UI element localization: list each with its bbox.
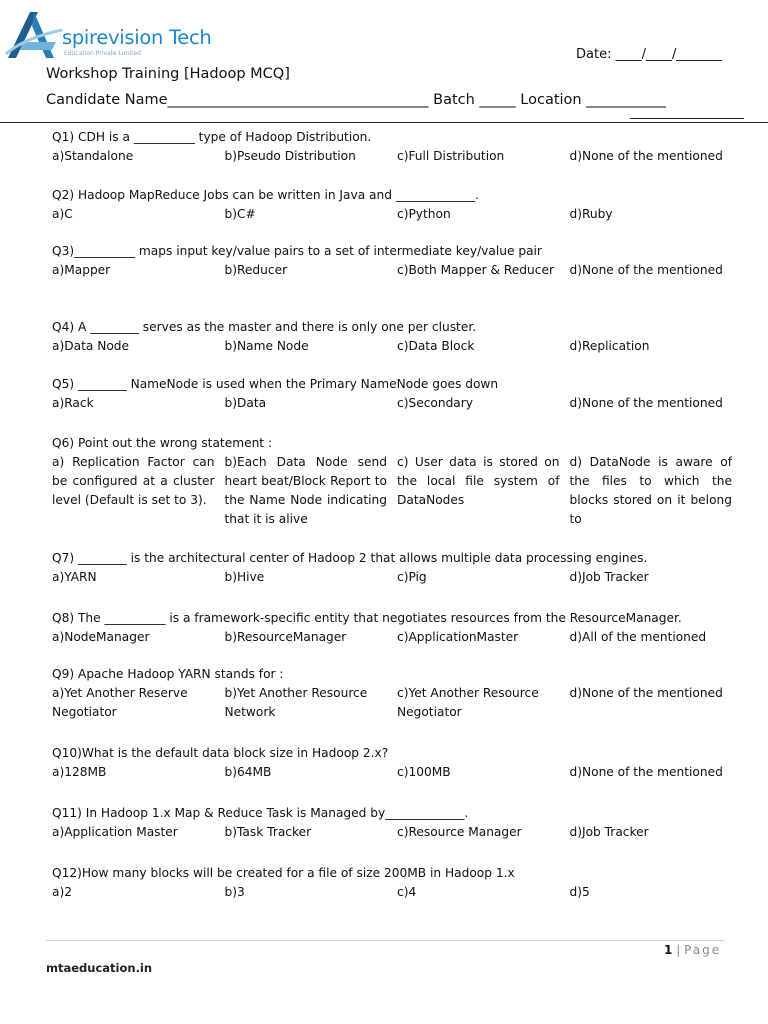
option-d: d)Replication: [569, 339, 650, 353]
option-c: c)100MB: [397, 765, 451, 779]
option-b: b)ResourceManager: [224, 630, 347, 644]
option-c: c)Python: [397, 207, 451, 221]
option-b: b)Task Tracker: [224, 825, 312, 839]
logo-icon: [4, 4, 64, 66]
option-d: d)None of the mentioned: [569, 765, 723, 779]
option-b: b)Reducer: [224, 263, 288, 277]
page-number: [664, 943, 721, 957]
question-text: Q8) The __________ is a framework-specific entity that negotiates resources from the ResourceManager.: [52, 611, 682, 625]
brand-subtitle: Education Private Limited: [64, 50, 141, 57]
option-row: [52, 261, 742, 280]
option-d: d)Job Tracker: [569, 825, 649, 839]
option-a: a)128MB: [52, 765, 107, 779]
question-text: Q3)__________ maps input key/value pairs to a set of intermediate key/value pair: [52, 244, 542, 258]
option-d: d)Ruby: [569, 207, 613, 221]
option-a: a)Application Master: [52, 825, 178, 839]
option-d: d) DataNode is aware of the files to which the blocks stored on it belong to: [569, 455, 732, 526]
question-text: Q1) CDH is a __________ type of Hadoop Distribution.: [52, 130, 372, 144]
option-row: [52, 205, 742, 224]
option-row: [52, 147, 742, 166]
option-b: b)Each Data Node send heart beat/Block Report to the Name Node indicating that it is alive: [224, 455, 387, 526]
option-row: [52, 568, 742, 587]
company-logo: [4, 4, 212, 66]
question-text: Q12)How many blocks will be created for a file of size 200MB in Hadoop 1.x: [52, 866, 515, 880]
question-text: Q2) Hadoop MapReduce Jobs can be written in Java and _____________.: [52, 188, 479, 202]
page-number-value: 1: [664, 943, 673, 957]
question-text: Q7) ________ is the architectural center of Hadoop 2 that allows multiple data processing engines.: [52, 551, 648, 565]
question-4: [52, 318, 742, 356]
option-a: a)YARN: [52, 570, 97, 584]
option-c: c) User data is stored on the local file system of DataNodes: [397, 455, 560, 507]
option-a: a)NodeManager: [52, 630, 150, 644]
option-b: b)Name Node: [224, 339, 309, 353]
option-row: [52, 453, 742, 529]
option-a: a)Rack: [52, 396, 94, 410]
option-c: c)Yet Another Resource Negotiator: [397, 686, 539, 719]
date-field: Date: ____/____/_______: [576, 47, 722, 62]
option-c: c)Full Distribution: [397, 149, 505, 163]
option-d: d)None of the mentioned: [569, 686, 723, 700]
option-d: d)None of the mentioned: [569, 263, 723, 277]
question-text: Q6) Point out the wrong statement :: [52, 436, 273, 450]
option-a: a)Yet Another Reserve Negotiator: [52, 686, 188, 719]
option-row: [52, 394, 742, 413]
header-divider: [0, 122, 768, 123]
question-text: Q10)What is the default data block size in Hadoop 2.x?: [52, 746, 389, 760]
question-3: [52, 242, 742, 280]
question-11: [52, 804, 742, 842]
option-b: b)Hive: [224, 570, 265, 584]
question-12: [52, 864, 742, 902]
question-9: [52, 665, 742, 722]
option-d: d)None of the mentioned: [569, 396, 723, 410]
option-b: b)64MB: [224, 765, 272, 779]
page-label: Page: [684, 943, 722, 957]
question-2: [52, 186, 742, 224]
option-row: [52, 337, 742, 356]
question-8: [52, 609, 742, 647]
question-text: Q4) A ________ serves as the master and there is only one per cluster.: [52, 320, 477, 334]
option-a: a)Data Node: [52, 339, 130, 353]
question-1: [52, 128, 742, 166]
question-10: [52, 744, 742, 782]
worksheet-title: Workshop Training [Hadoop MCQ]: [46, 66, 290, 82]
option-b: b)3: [224, 885, 245, 899]
option-c: c)Secondary: [397, 396, 473, 410]
website-url: mtaeducation.in: [46, 961, 153, 975]
question-7: [52, 549, 742, 587]
footer-divider: [46, 940, 724, 941]
option-row: [52, 883, 742, 902]
option-b: b)Pseudo Distribution: [224, 149, 356, 163]
option-c: c)Pig: [397, 570, 427, 584]
option-row: [52, 763, 742, 782]
option-b: b)Yet Another Resource Network: [224, 686, 368, 719]
option-c: c)ApplicationMaster: [397, 630, 519, 644]
page-separator: |: [676, 943, 681, 957]
option-row: [52, 823, 742, 842]
option-b: b)Data: [224, 396, 267, 410]
option-d: d)All of the mentioned: [569, 630, 707, 644]
short-rule: [630, 118, 744, 119]
candidate-info-line: Candidate Name____________________________________ Batch _____ Location ___________: [46, 92, 666, 108]
question-text: Q11) In Hadoop 1.x Map & Reduce Task is Managed by_____________.: [52, 806, 469, 820]
option-c: c)Resource Manager: [397, 825, 522, 839]
option-d: d)Job Tracker: [569, 570, 649, 584]
option-a: a)C: [52, 207, 73, 221]
option-a: a)Standalone: [52, 149, 134, 163]
option-a: a) Replication Factor can be configured at a cluster level (Default is set to 3).: [52, 455, 215, 507]
option-row: [52, 684, 742, 722]
option-c: c)Data Block: [397, 339, 475, 353]
option-a: a)2: [52, 885, 72, 899]
question-5: [52, 375, 742, 413]
option-c: c)Both Mapper & Reducer: [397, 263, 554, 277]
option-c: c)4: [397, 885, 417, 899]
option-b: b)C#: [224, 207, 256, 221]
question-text: Q5) ________ NameNode is used when the Primary NameNode goes down: [52, 377, 499, 391]
option-d: d)None of the mentioned: [569, 149, 723, 163]
option-a: a)Mapper: [52, 263, 111, 277]
question-6: [52, 434, 742, 529]
option-row: [52, 628, 742, 647]
brand-name: spirevision Tech: [62, 26, 212, 49]
option-d: d)5: [569, 885, 590, 899]
question-text: Q9) Apache Hadoop YARN stands for :: [52, 667, 284, 681]
